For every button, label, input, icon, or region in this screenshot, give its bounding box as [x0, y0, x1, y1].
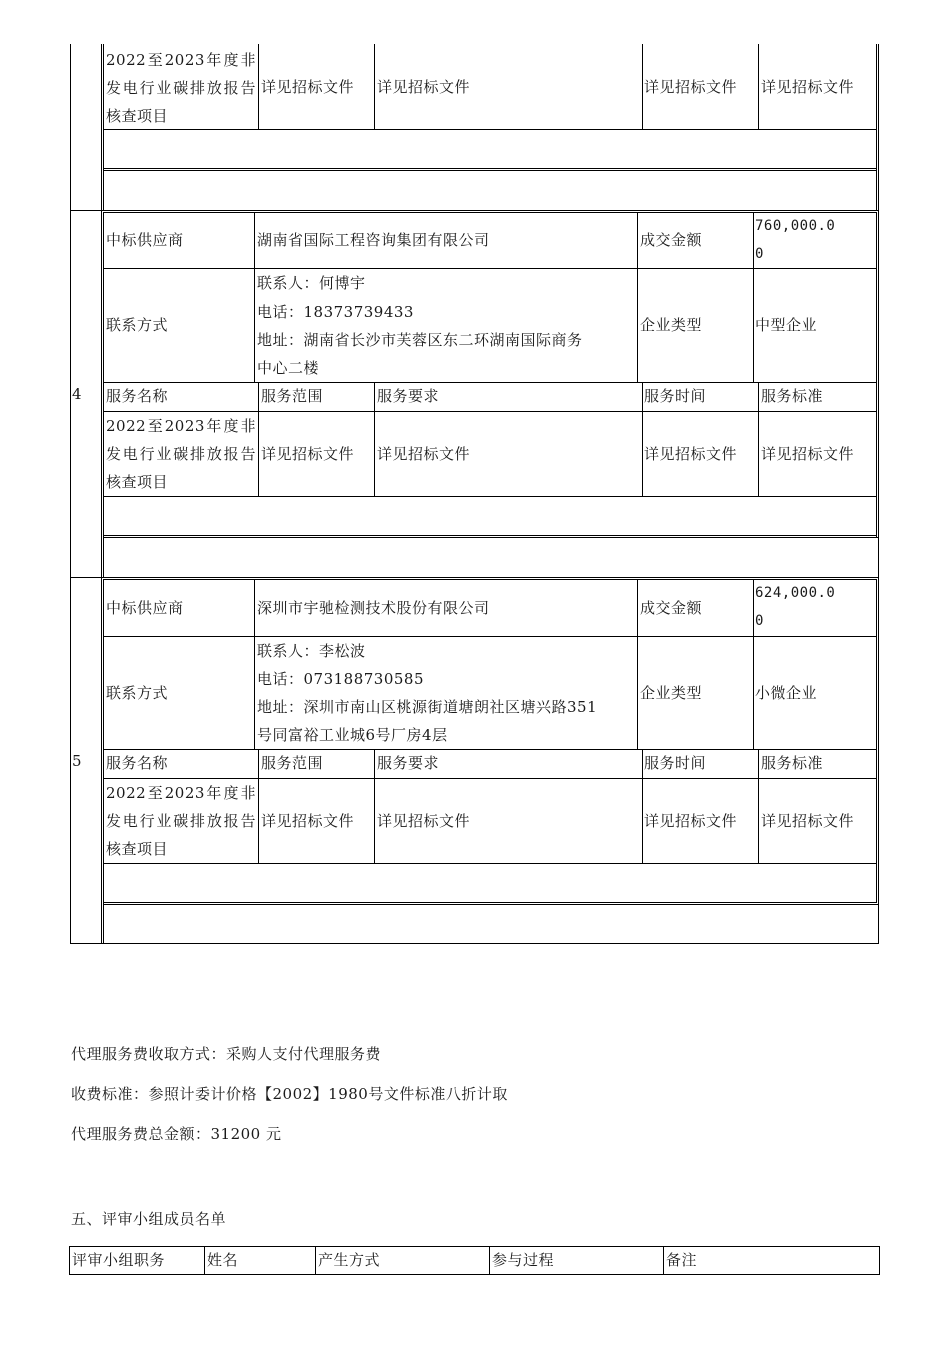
- supplier-label: 中标供应商: [106, 231, 184, 249]
- top-service-name: 2022至2023年度非发电行业碳排放报告核查项目: [106, 51, 256, 125]
- top-service-std: 详见招标文件: [761, 78, 855, 96]
- fee-standard: 收费标准：参照计委计价格【2002】1980号文件标准八折计取: [71, 1085, 508, 1103]
- supplier-label: 中标供应商: [106, 599, 184, 617]
- service-time: 详见招标文件: [644, 812, 738, 830]
- contact-person: 联系人：何博宇: [257, 274, 366, 292]
- service-std: 详见招标文件: [761, 445, 855, 463]
- type-value: 小微企业: [755, 684, 818, 702]
- row-index: 5: [72, 752, 83, 770]
- row-index: 4: [72, 385, 83, 403]
- contact-address-line1: 地址：深圳市南山区桃源街道塘朗社区塘兴路351: [257, 698, 598, 716]
- section-title: 五、评审小组成员名单: [71, 1210, 227, 1228]
- contact-label: 联系方式: [106, 316, 169, 334]
- supplier-name: 深圳市宇驰检测技术股份有限公司: [257, 599, 490, 617]
- contact-address-line2: 中心二楼: [257, 359, 320, 377]
- contact-phone: 电话：18373739433: [257, 303, 414, 321]
- amount-value-line2: 0: [755, 246, 764, 262]
- type-label: 企业类型: [640, 684, 703, 702]
- service-name: 2022至2023年度非发电行业碳排放报告核查项目: [106, 784, 256, 858]
- fee-method: 代理服务费收取方式：采购人支付代理服务费: [71, 1045, 382, 1063]
- top-service-scope: 详见招标文件: [261, 78, 355, 96]
- header-service-std: 服务标准: [761, 754, 824, 772]
- fee-total: 代理服务费总金额：31200 元: [71, 1125, 282, 1143]
- amount-label: 成交金额: [640, 599, 703, 617]
- contact-phone: 电话：073188730585: [257, 670, 425, 688]
- header-service-req: 服务要求: [377, 387, 440, 405]
- header-service-scope: 服务范围: [261, 754, 324, 772]
- contact-address-line2: 号同富裕工业城6号厂房4层: [257, 726, 448, 744]
- header-service-name: 服务名称: [106, 754, 169, 772]
- amount-value-line1: 624,000.0: [755, 585, 836, 601]
- service-name: 2022至2023年度非发电行业碳排放报告核查项目: [106, 417, 256, 491]
- amount-value-line2: 0: [755, 613, 764, 629]
- service-scope: 详见招标文件: [261, 812, 355, 830]
- type-value: 中型企业: [755, 316, 818, 334]
- amount-label: 成交金额: [640, 231, 703, 249]
- amount-value-line1: 760,000.0: [755, 218, 836, 234]
- service-scope: 详见招标文件: [261, 445, 355, 463]
- service-time: 详见招标文件: [644, 445, 738, 463]
- header-remark: 备注: [666, 1251, 698, 1269]
- header-process: 参与过程: [492, 1251, 555, 1269]
- service-std: 详见招标文件: [761, 812, 855, 830]
- header-method: 产生方式: [318, 1251, 381, 1269]
- header-service-time: 服务时间: [644, 387, 707, 405]
- header-service-name: 服务名称: [106, 387, 169, 405]
- header-service-scope: 服务范围: [261, 387, 324, 405]
- service-req: 详见招标文件: [377, 445, 471, 463]
- top-service-req: 详见招标文件: [377, 78, 471, 96]
- contact-person: 联系人：李松波: [257, 642, 366, 660]
- header-name: 姓名: [207, 1251, 239, 1269]
- service-req: 详见招标文件: [377, 812, 471, 830]
- header-role: 评审小组职务: [72, 1251, 166, 1269]
- contact-address-line1: 地址：湖南省长沙市芙蓉区东二环湖南国际商务: [257, 331, 583, 349]
- type-label: 企业类型: [640, 316, 703, 334]
- supplier-name: 湖南省国际工程咨询集团有限公司: [257, 231, 490, 249]
- contact-label: 联系方式: [106, 684, 169, 702]
- header-service-req: 服务要求: [377, 754, 440, 772]
- header-service-std: 服务标准: [761, 387, 824, 405]
- top-service-time: 详见招标文件: [644, 78, 738, 96]
- header-service-time: 服务时间: [644, 754, 707, 772]
